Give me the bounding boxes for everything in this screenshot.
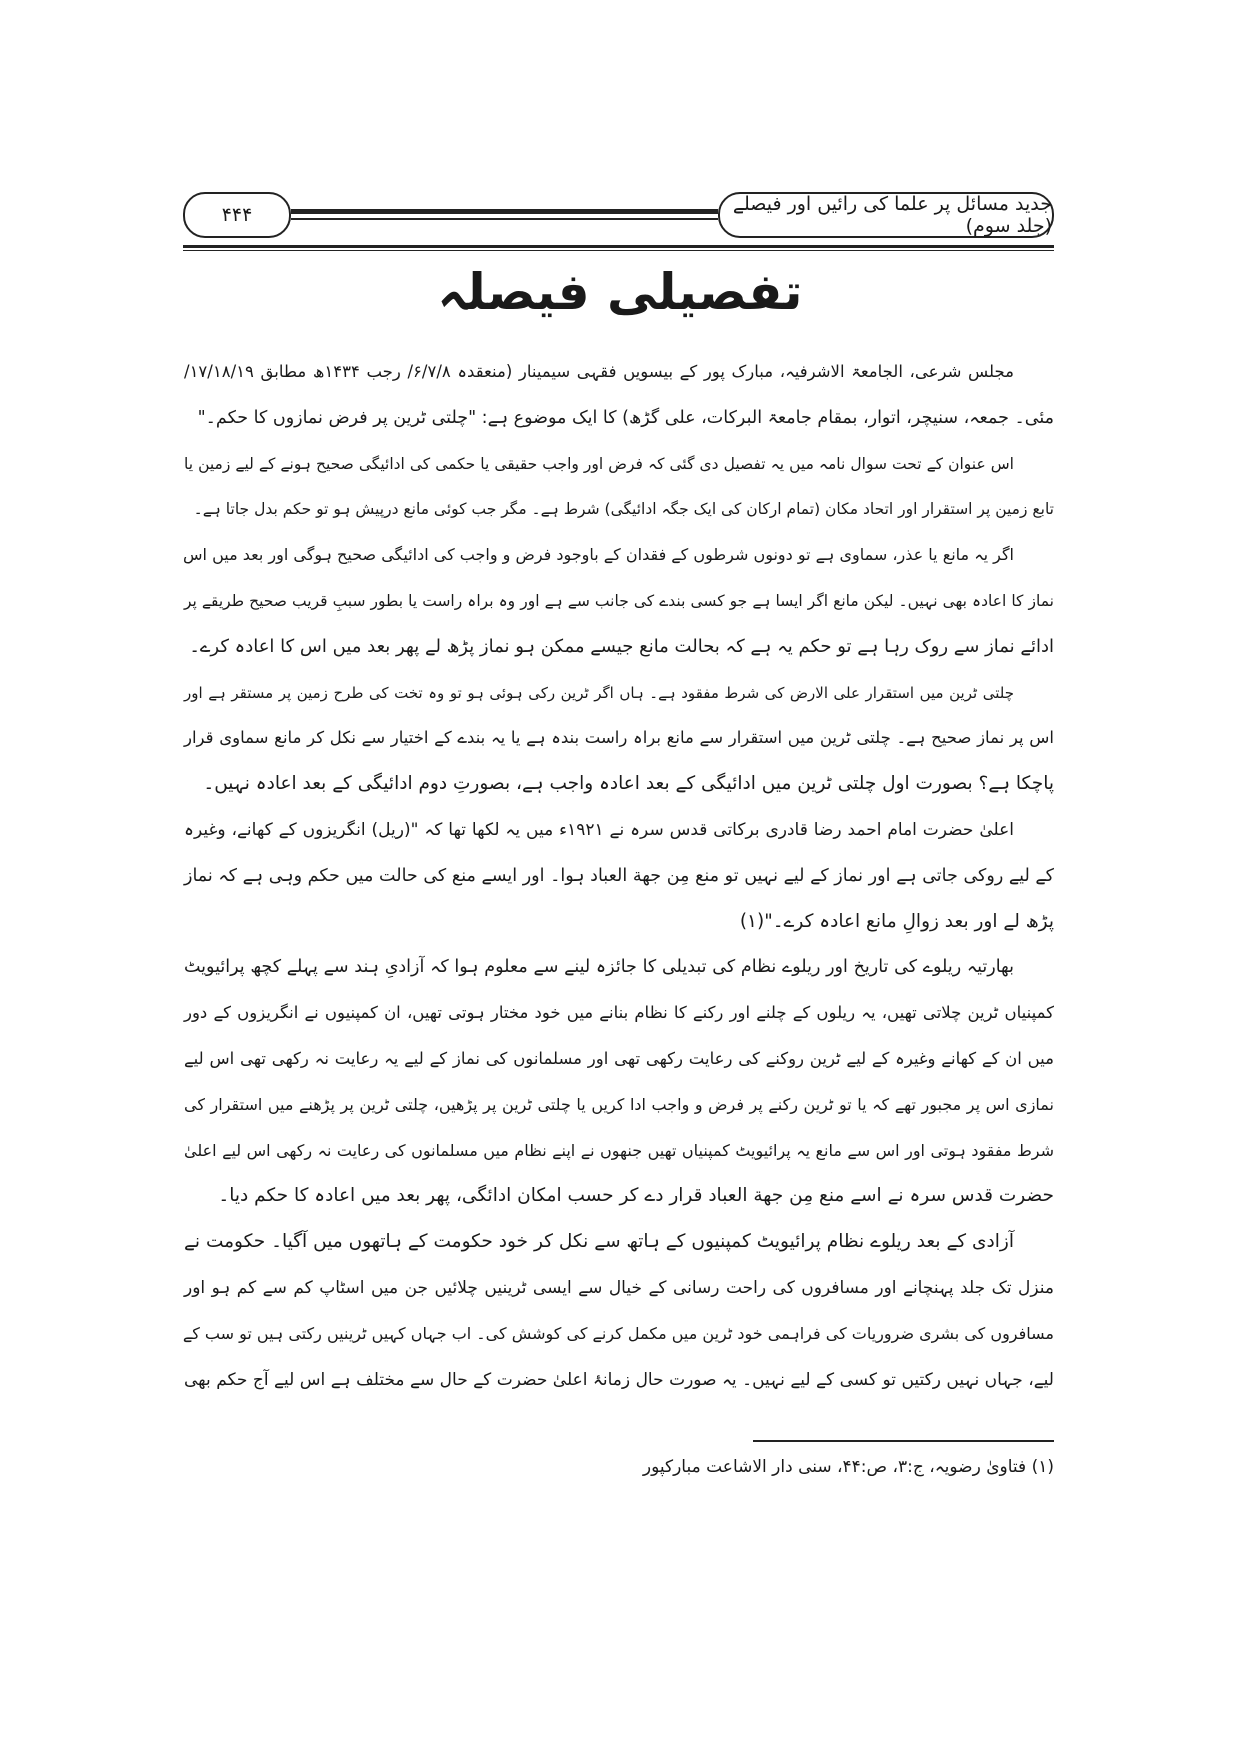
paragraph-line: شرط مفقود ہوتی اور اس سے مانع یہ پرائیویٹ کمپنیاں تھیں جنھوں نے اپنے نظام میں مسلمانوں کی رعایت نہ رکھی اس لیے اعلیٰ xyxy=(184,1140,1054,1160)
paragraph-line: اس پر نماز صحیح ہے۔ چلتی ٹرین میں استقرار سے مانع براہ راست بندہ ہے یا یہ بندے کے اختیار سے نکل کر مانع سماوی قرار xyxy=(184,728,1054,748)
book-title-text: جدید مسائل پر علما کی رائیں اور فیصلے (جلد سوم) xyxy=(732,193,1052,237)
paragraph-line: لیے، جہاں نہیں رکتیں تو کسی کے لیے نہیں۔ یہ صورت حال زمانۂ اعلیٰ حضرت کے حال سے مختلف ہے اس لیے آج حکم بھی xyxy=(184,1369,1054,1390)
paragraph-line: حضرت قدس سرہ نے اسے منع مِن جهة العباد قرار دے کر حسب امکان ادائگی، پھر بعد میں اعادہ کا حکم دیا۔ xyxy=(218,1185,1054,1207)
paragraph-line: چلتی ٹرین میں استقرار علی الارض کی شرط مفقود ہے۔ ہاں اگر ٹرین رکی ہوئی ہو تو وہ تخت کی طرح زمین پر مستقر ہے اور xyxy=(184,683,1014,702)
section-title: تفصیلی فیصلہ xyxy=(437,263,803,321)
paragraph-line: اگر یہ مانع یا عذر، سماوی ہے تو دونوں شرطوں کے فقدان کے باوجود فرض و واجب کی ادائیگی صحیح ہوگی اور بعد میں اس xyxy=(183,545,1014,565)
page-number-box xyxy=(183,192,291,238)
footnote: (۱) فتاویٰ رضویہ، ج:۳، ص:۴۴، سنی دار الاشاعت مبارکپور xyxy=(642,1457,1054,1477)
paragraph-line: بھارتیہ ریلوے کی تاریخ اور ریلوے نظام کی تبدیلی کا جائزہ لینے سے معلوم ہوا کہ آزادیِ ہند سے پہلے کچھ پرائیویٹ xyxy=(184,957,1014,978)
paragraph-line: تابع زمین پر استقرار اور اتحاد مکان (تمام ارکان کی ایک جگہ ادائیگی) شرط ہے۔ مگر جب کوئی مانع درپیش ہو تو حکم بدل جاتا ہے۔ xyxy=(193,500,1054,519)
paragraph-line: آزادی کے بعد ریلوے نظام پرائیویٹ کمپنیوں کے ہاتھ سے نکل کر خود حکومت کے ہاتھوں میں آگیا۔ حکومت نے xyxy=(184,1231,1014,1253)
paragraph-line: اعلیٰ حضرت امام احمد رضا قادری برکاتی قدس سرہ نے ۱۹۲۱ء میں یہ لکھا تھا کہ "(ریل) انگریزوں کے کھانے، وغیرہ xyxy=(184,820,1014,840)
paragraph-line: کے لیے روکی جاتی ہے اور نماز کے لیے نہیں تو منع مِن جهة العباد ہوا۔ اور ایسے منع کی حالت میں حکم وہی ہے کہ نماز xyxy=(184,865,1054,886)
paragraph-line: مئی۔ جمعہ، سنیچر، اتوار، بمقام جامعۃ البرکات، علی گڑھ) کا ایک موضوع ہے: "چلتی ٹرین پر فرض نمازوں کا حکم۔" xyxy=(197,407,1054,428)
paragraph-line: پاچکا ہے؟ بصورت اول چلتی ٹرین میں ادائیگی کے بعد اعادہ واجب ہے، بصورتِ دوم ادائیگی کے بعد اعادہ نہیں۔ xyxy=(203,773,1054,795)
header-rule-thin xyxy=(291,218,718,220)
footnote-divider xyxy=(753,1440,1054,1442)
running-header-book-title xyxy=(718,192,1054,238)
header-rule-thick xyxy=(291,209,718,214)
paragraph-line: پڑھ لے اور بعد زوالِ مانع اعادہ کرے۔"(۱) xyxy=(739,910,1054,932)
paragraph-line: میں ان کے کھانے وغیرہ کے لیے ٹرین روکنے کی رعایت رکھی تھی اور مسلمانوں کی نماز کے لیے یہ رعایت نہ رکھی تھی اس لیے xyxy=(184,1049,1054,1068)
paragraph-line: منزل تک جلد پہنچانے اور مسافروں کی راحت رسانی کے خیال سے ایسی ٹرینیں چلائیں جن میں اسٹاپ کم سے کم ہو اور xyxy=(184,1278,1054,1298)
paragraph-line: نماز کا اعادہ بھی نہیں۔ لیکن مانع اگر ایسا ہے جو کسی بندے کی جانب سے ہے اور وہ براہ راست یا بطور سببِ قریب صحیح طریقے پر xyxy=(184,592,1054,610)
paragraph-line: اس عنوان کے تحت سوال نامہ میں یہ تفصیل دی گئی کہ فرض اور واجب حقیقی یا حکمی کی ادائیگی صحیح ہونے کے لیے زمین یا xyxy=(184,454,1014,473)
header-divider-thin xyxy=(183,250,1054,251)
paragraph-line: نمازی اس پر مجبور تھے کہ یا تو ٹرین رکنے پر فرض و واجب ادا کریں یا چلتی ٹرین پر پڑھیں، چلتی ٹرین پر پڑھنے میں استقرار کی xyxy=(184,1094,1054,1114)
paragraph-line: ادائے نماز سے روک رہا ہے تو حکم یہ ہے کہ بحالت مانع جیسے ممکن ہو نماز پڑھ لے پھر بعد میں اس کا اعادہ کرے۔ xyxy=(189,635,1054,657)
page-number: ۴۴۴ xyxy=(221,204,253,226)
paragraph-line: مسافروں کی بشری ضروریات کی فراہمی خود ٹرین میں مکمل کرنے کی کوشش کی۔ اب جہاں کہیں ٹرینیں رکتی ہیں تو سب کے xyxy=(182,1323,1054,1343)
header-divider-thick xyxy=(183,245,1054,248)
paragraph-line: کمپنیاں ٹرین چلاتی تھیں، یہ ریلوں کے چلنے اور رکنے کا نظام بنانے میں خود مختار ہوتی تھیں، ان کمپنیوں نے انگریزوں کے دور xyxy=(184,1003,1054,1023)
paragraph-line: مجلس شرعی، الجامعۃ الاشرفیہ، مبارک پور کے بیسویں فقہی سیمینار (منعقدہ ۶/۷/۸/ رجب ۱۴۳۴ھ مطابق ۱۷/۱۸/۱۹/ xyxy=(184,362,1015,381)
